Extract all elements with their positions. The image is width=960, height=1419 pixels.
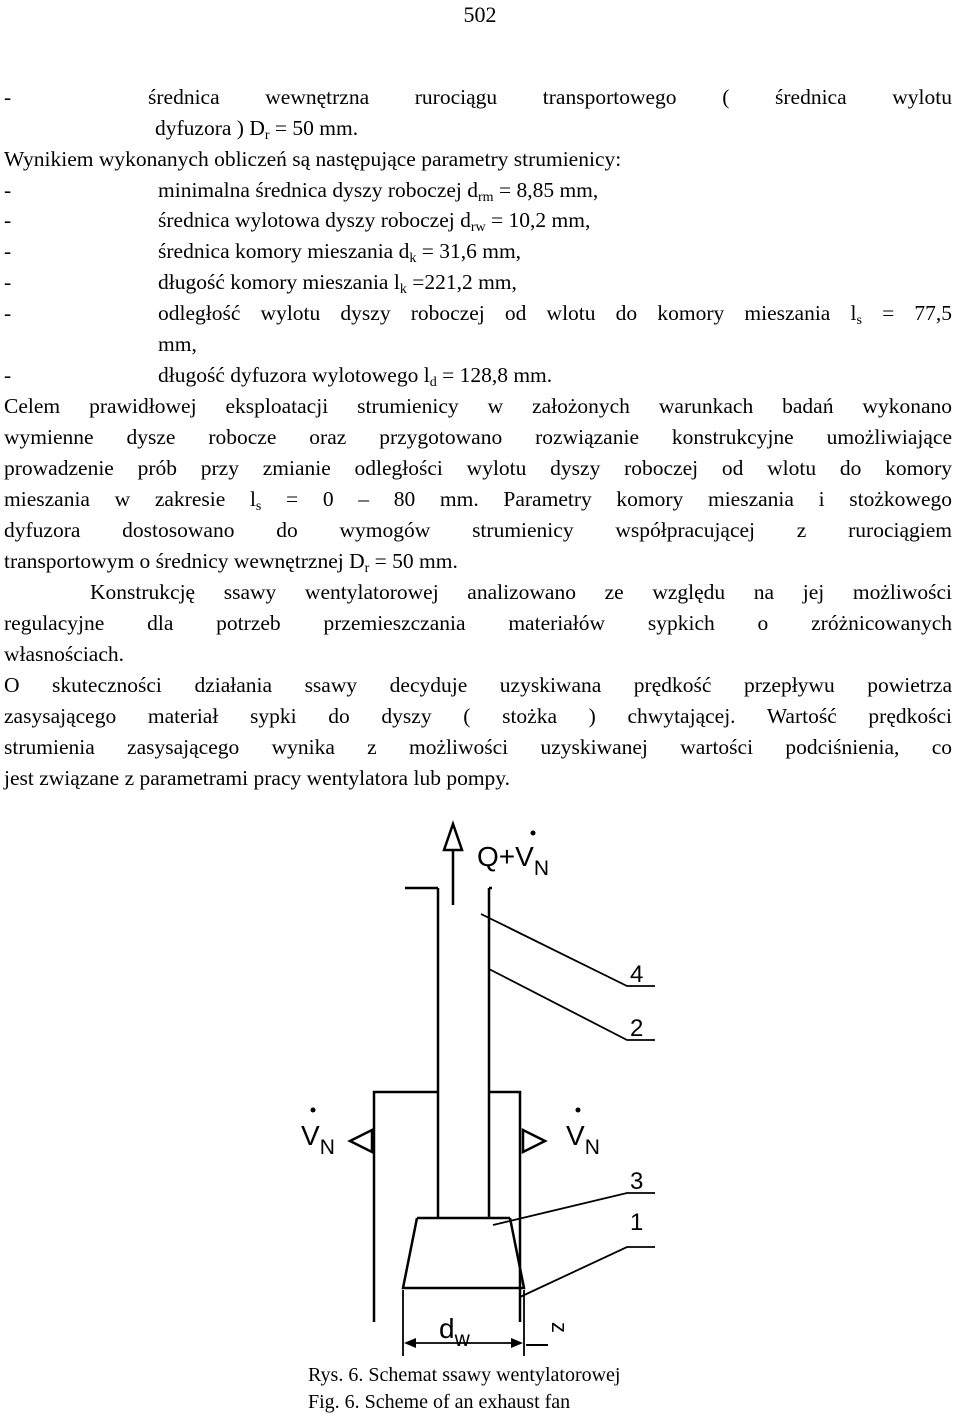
leader-line-4 xyxy=(481,914,655,986)
param-item-continuation: mm, xyxy=(158,332,197,356)
paragraph-line: mieszania w zakresie $l_s = 0 - 80$ mm. Parametry komory mieszania i stożkowego xyxy=(4,487,952,514)
list-dash: - xyxy=(4,270,12,294)
outlet-flow-label: $Q+V_N$ xyxy=(477,841,549,880)
paragraph-line: zasysającego materiał sypki do dyszy ( stożka ) chwytającej. Wartość prędkości xyxy=(4,704,952,728)
left-inlet-arrow xyxy=(350,1130,372,1152)
list-dash: - xyxy=(4,301,12,325)
part-label-3: 3 xyxy=(630,1168,644,1195)
list-dash: - xyxy=(4,85,12,109)
list-item-continuation: dyfuzora ) $D_r = 50$ mm. xyxy=(155,116,359,143)
list-item-text: średnica wewnętrzna rurociągu transportowego ( średnica wylotu xyxy=(148,85,952,109)
nozzle-diameter-label: $d_w$ xyxy=(439,1313,470,1351)
dimension-arrowhead xyxy=(404,1338,416,1348)
intro-sentence: Wynikiem wykonanych obliczeń są następujące parametry strumienicy: xyxy=(4,147,622,171)
paragraph-line: regulacyjne dla potrzeb przemieszczania materiałów sypkich o zróżnicowanych xyxy=(4,611,952,635)
dimension-arrowhead xyxy=(511,1338,523,1348)
paragraph-line: Konstrukcję ssawy wentylatorowej analizowano ze względu na jej możliwości xyxy=(90,580,952,604)
paragraph-line: transportowym o średnicy wewnętrznej $D_r = 50$ mm. xyxy=(4,549,458,576)
nozzle-cone xyxy=(403,1218,524,1288)
param-item: długość dyfuzora wylotowego $l_d = 128,8$ mm. xyxy=(158,363,553,390)
flow-dot xyxy=(576,1108,581,1113)
figure-caption-pl: Rys. 6. Schemat ssawy wentylatorowej xyxy=(308,1364,621,1386)
paragraph-line: strumienia zasysającego wynika z możliwości uzyskiwanej wartości podciśnienia, co xyxy=(4,735,952,759)
outlet-arrow-head xyxy=(444,824,462,850)
paragraph-line: prowadzenie prób przy zmianie odległości wylotu dyszy roboczej od wlotu do komory xyxy=(4,456,952,480)
right-inlet-arrow xyxy=(523,1130,545,1152)
right-inlet-label: $V_N$ xyxy=(566,1120,600,1159)
left-inlet-label: $V_N$ xyxy=(301,1120,335,1159)
paragraph-line: jest związane z parametrami pracy wentylatora lub pompy. xyxy=(4,766,511,790)
param-item: minimalna średnica dyszy roboczej $d_{rm} = 8,85$ mm, xyxy=(158,178,599,205)
param-item: odległość wylotu dyszy roboczej od wlotu do komory mieszania $l_s = 77,5$ xyxy=(158,301,952,328)
figure-caption-en: Fig. 6. Scheme of an exhaust fan xyxy=(308,1391,571,1413)
param-item: długość komory mieszania $l_k =221,2$ mm, xyxy=(158,270,517,297)
flow-dot xyxy=(531,831,536,836)
part-label-1: 1 xyxy=(630,1209,644,1236)
list-dash: - xyxy=(4,208,12,232)
paragraph-line: Celem prawidłowej eksploatacji strumienicy w założonych warunkach badań wykonano xyxy=(4,394,952,418)
part-label-2: 2 xyxy=(630,1015,644,1042)
leader-line-1 xyxy=(520,1247,655,1297)
paragraph-line: dyfuzora dostosowano do wymogów strumienicy współpracującej z rurociągiem xyxy=(4,518,952,542)
paragraph-line: wymienne dysze robocze oraz przygotowano rozwiązanie konstrukcyjne umożliwiające xyxy=(4,425,952,449)
param-item: średnica wylotowa dyszy roboczej $d_{rw} = 10,2$ mm, xyxy=(158,208,591,235)
flow-dot xyxy=(311,1108,316,1113)
page-number: 502 xyxy=(463,2,497,27)
list-dash: - xyxy=(4,363,12,387)
paragraph-line: własnościach. xyxy=(4,642,125,666)
list-dash: - xyxy=(4,178,12,202)
list-dash: - xyxy=(4,239,12,263)
paragraph-line: O skuteczności działania ssawy decyduje uzyskiwana prędkość przepływu powietrza xyxy=(4,673,952,697)
param-item: średnica komory mieszania $d_k = 31,6$ mm, xyxy=(158,239,522,266)
z-label: z xyxy=(547,1322,572,1333)
part-label-4: 4 xyxy=(630,961,644,988)
